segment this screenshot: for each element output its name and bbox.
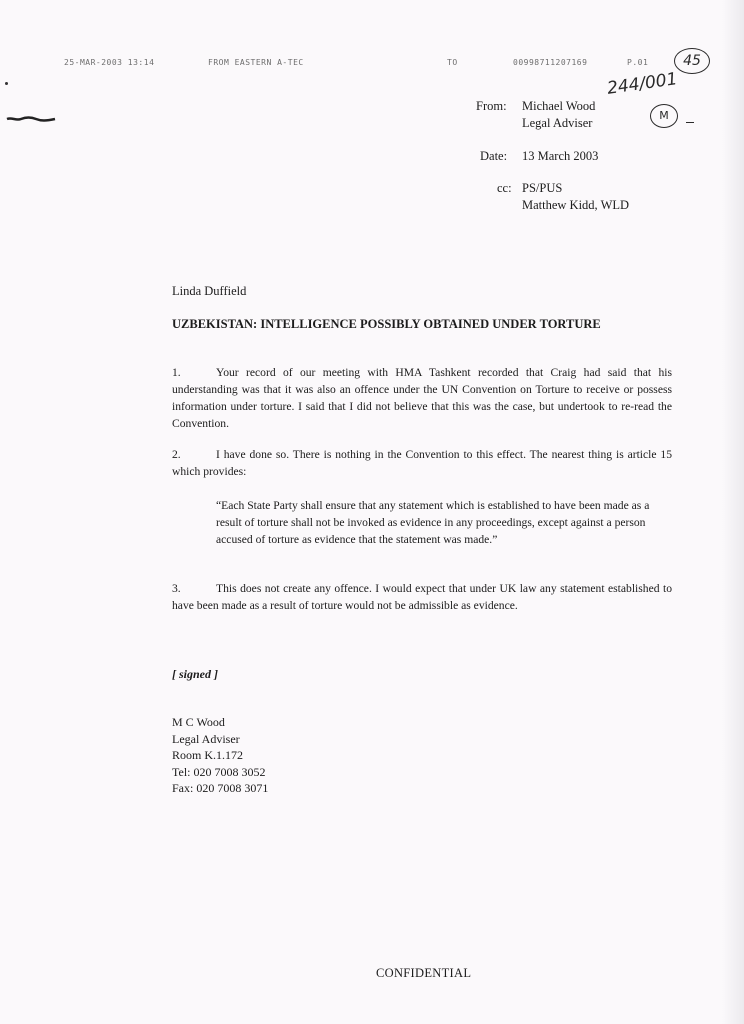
scan-speck xyxy=(5,82,8,85)
handwritten-reference: 244/001 xyxy=(605,69,679,99)
fax-number: 00998711207169 xyxy=(513,58,588,67)
cc-recipient-1: PS/PUS xyxy=(522,181,563,195)
paragraph-1 xyxy=(172,364,672,432)
subject-heading: UZBEKISTAN: INTELLIGENCE POSSIBLY OBTAINED UNDER TORTURE xyxy=(172,317,601,331)
paragraph-1-number: 1. xyxy=(172,366,181,379)
confidential-footer: CONFIDENTIAL xyxy=(376,966,472,980)
cc-recipient-2: Matthew Kidd, WLD xyxy=(522,198,630,212)
paragraph-1-text: Your record of our meeting with HMA Tashkent recorded that Craig had said that his understanding was that it was also an offence under the UN Convention on Torture to receive or possess information under torture. I said that I did not believe that this was the case, but undertook to re-read the Convention. xyxy=(172,366,672,430)
handwritten-margin-mark: M xyxy=(650,104,678,128)
signed-placeholder: [ signed ] xyxy=(172,667,218,681)
fax-from: FROM EASTERN A-TEC xyxy=(208,58,304,67)
fax-to: TO xyxy=(447,58,458,67)
scan-edge-shadow xyxy=(722,0,744,1024)
fax-date-time: 25-MAR-2003 13:14 xyxy=(64,58,155,67)
article-15-quote: “Each State Party shall ensure that any statement which is established to have been made as a result of torture shall not be invoked as evidence in any proceedings, except against a person accused of torture as evidence that the statement was made.” xyxy=(216,499,650,546)
paragraph-2-number: 2. xyxy=(172,448,181,461)
handwritten-circled-number: 45 xyxy=(674,48,710,74)
from-label: From: xyxy=(476,99,507,113)
paragraph-3-number: 3. xyxy=(172,582,181,595)
paragraph-3 xyxy=(172,580,672,614)
paragraph-3-text: This does not create any offence. I would expect that under UK law any statement established to have been made as a result of torture would not be admissible as evidence. xyxy=(172,582,672,612)
handwritten-dash xyxy=(686,122,694,123)
signatory-room: Room K.1.172 xyxy=(172,748,244,762)
fax-transmission-header xyxy=(0,58,744,74)
from-name: Michael Wood xyxy=(522,99,596,113)
addressee: Linda Duffield xyxy=(172,284,247,298)
date-label: Date: xyxy=(480,149,508,163)
paragraph-2-text: I have done so. There is nothing in the Convention to this effect. The nearest thing is article 15 which provides: xyxy=(172,448,672,478)
signatory-name: M C Wood xyxy=(172,715,225,729)
fax-page: P.01 xyxy=(627,58,649,67)
signature-block xyxy=(172,714,268,797)
paragraph-2 xyxy=(172,446,672,480)
signatory-fax: Fax: 020 7008 3071 xyxy=(172,781,269,795)
margin-scribble xyxy=(6,116,56,122)
signatory-tel: Tel: 020 7008 3052 xyxy=(172,764,266,779)
cc-label: cc: xyxy=(497,181,512,195)
from-title: Legal Adviser xyxy=(522,116,593,130)
date-value: 13 March 2003 xyxy=(522,149,599,163)
signatory-title: Legal Adviser xyxy=(172,731,240,746)
